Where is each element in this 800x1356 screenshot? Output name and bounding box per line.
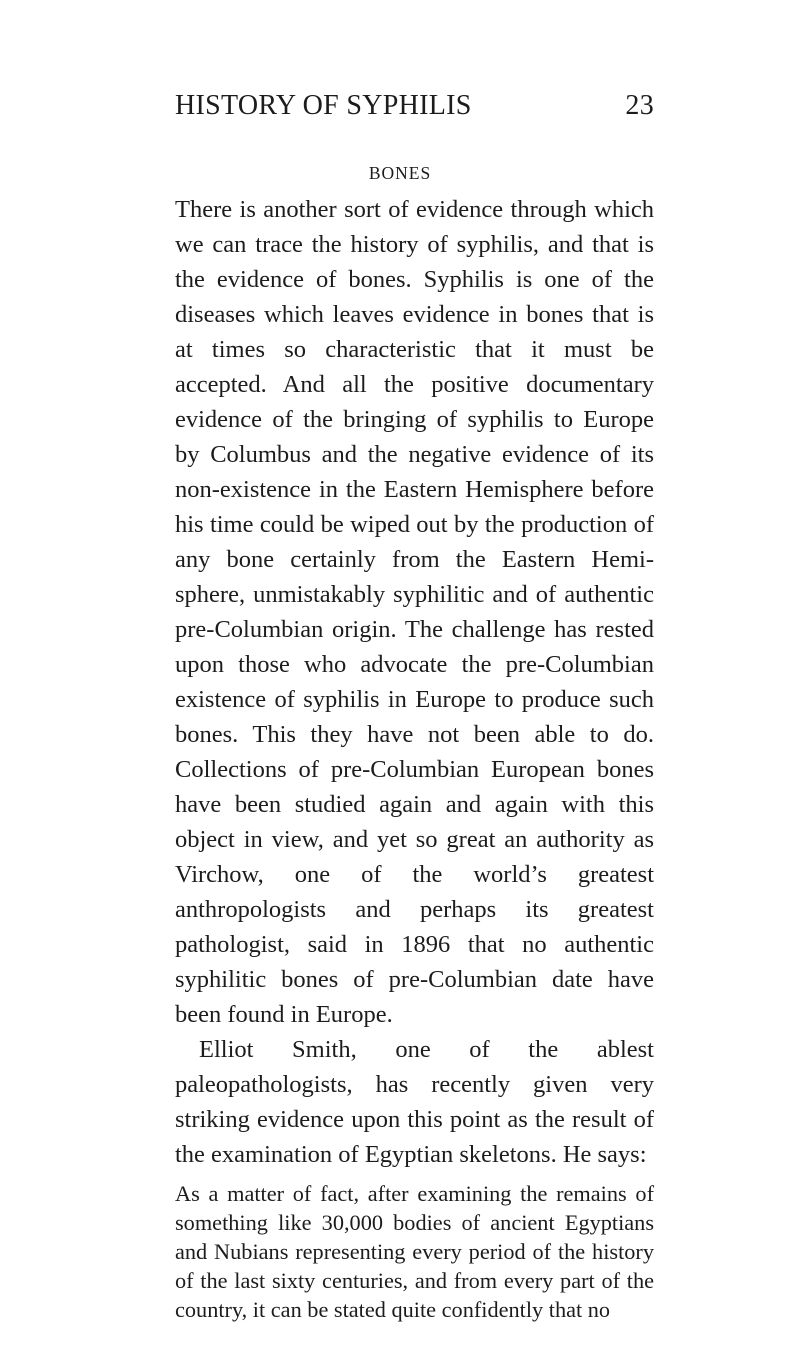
- section-title: BONES: [368, 163, 432, 183]
- paragraph-1: There is another sort of evidence through which we can trace the history of syphilis, and that is the evidence of bones. Syphilis is one of the diseases which leaves evidence in bones that is at times so characteristic that it must be accepted. And all the positive documentary evidence of the bringing of syphilis to Europe by Columbus and the negative evidence of its non-existence in the Eastern Hemisphere before his time could be wiped out by the production of any bone certainly from the Eastern Hemisphere, unmistakably syphilitic and of authentic pre-Columbian origin. The challenge has rested upon those who advocate the pre-Columbian existence of syphilis in Europe to produce such bones. This they have not been able to do. Collections of pre-Columbian European bones have been studied again and again with this object in view, and yet so great an authority as Virchow, one of the world’s greatest anthropologists and perhaps its greatest pathologist, said in 1896 that no authentic syphilitic bones of pre-Columbian date have been found in Europe.: [175, 196, 654, 1028]
- page-number: 23: [625, 90, 654, 121]
- body-text: [175, 192, 654, 1324]
- block-quote: As a matter of fact, after examining the remains of something like 30,000 bodies of ancient Egyptians and Nubians representing every period of the history of the last sixty centuries, and from every part of the country, it can be stated quite confidently that no: [175, 1181, 654, 1322]
- running-head: [175, 90, 654, 122]
- paragraph-2: Elliot Smith, one of the ablest paleopathologists, has recently given very striking evidence upon this point as the result of the examination of Egyptian skeletons. He says:: [175, 1036, 654, 1168]
- running-title: HISTORY OF SYPHILIS: [175, 90, 472, 121]
